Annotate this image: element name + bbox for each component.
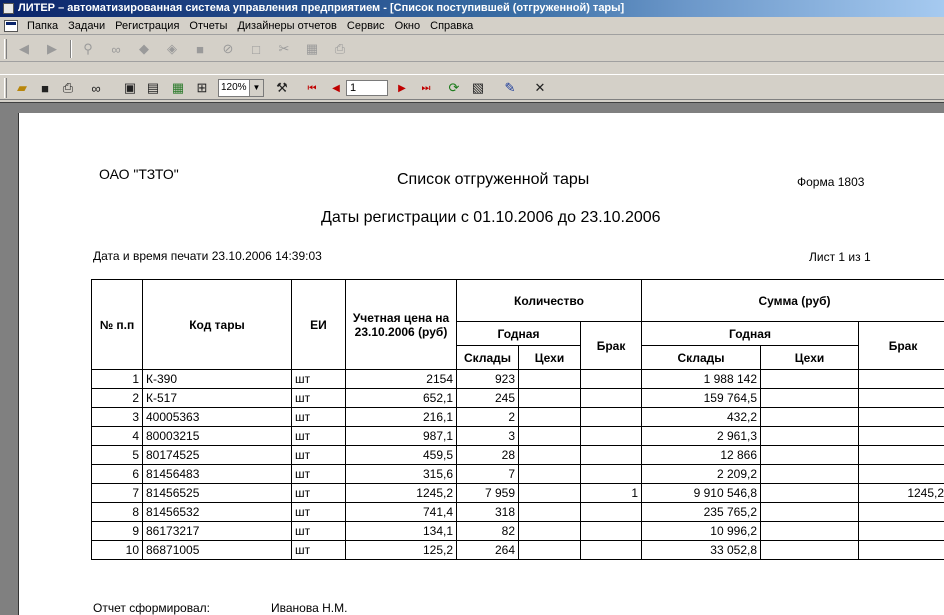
cell-price: 125,2 bbox=[346, 541, 457, 560]
col-header-sum-warehouses: Склады bbox=[642, 346, 761, 370]
cell-s-ws bbox=[761, 427, 859, 446]
cell-s-wh: 159 764,5 bbox=[642, 389, 761, 408]
col-header-code: Код тары bbox=[143, 280, 292, 370]
cell-n: 9 bbox=[92, 522, 143, 541]
cell-s-wh: 10 996,2 bbox=[642, 522, 761, 541]
cell-price: 987,1 bbox=[346, 427, 457, 446]
cell-s-ws bbox=[761, 408, 859, 427]
cell-q-ws bbox=[519, 408, 581, 427]
cell-price: 1245,2 bbox=[346, 484, 457, 503]
save-icon[interactable]: ■ bbox=[41, 80, 49, 96]
cell-price: 134,1 bbox=[346, 522, 457, 541]
cell-s-def bbox=[859, 370, 944, 389]
cell-q-wh: 923 bbox=[457, 370, 519, 389]
cell-n: 4 bbox=[92, 427, 143, 446]
export-icon[interactable]: ▧ bbox=[471, 80, 485, 95]
table-row bbox=[92, 484, 944, 503]
sheet-number: Лист 1 из 1 bbox=[809, 250, 871, 264]
cell-q-def bbox=[581, 541, 642, 560]
menu-service[interactable]: Сервис bbox=[346, 19, 385, 32]
report-viewer[interactable] bbox=[0, 102, 944, 615]
cell-q-wh: 28 bbox=[457, 446, 519, 465]
cell-q-ws bbox=[519, 427, 581, 446]
cell-code: 40005363 bbox=[143, 408, 292, 427]
cell-q-wh: 82 bbox=[457, 522, 519, 541]
single-page-icon[interactable]: ▣ bbox=[123, 80, 137, 95]
first-page-icon[interactable]: ⏮ bbox=[307, 82, 317, 94]
refresh-icon[interactable]: ⟳ bbox=[448, 80, 460, 95]
cell-price: 216,1 bbox=[346, 408, 457, 427]
cell-n: 6 bbox=[92, 465, 143, 484]
cell-code: К-517 bbox=[143, 389, 292, 408]
table-row bbox=[92, 446, 944, 465]
find-icon[interactable]: ∞ bbox=[91, 80, 101, 96]
menu-reports[interactable]: Отчеты bbox=[189, 19, 228, 32]
print-icon[interactable]: ⎙ bbox=[334, 41, 346, 56]
cell-n: 2 bbox=[92, 389, 143, 408]
cell-q-ws bbox=[519, 446, 581, 465]
cell-price: 315,6 bbox=[346, 465, 457, 484]
col-header-sum-workshops: Цехи bbox=[761, 346, 859, 370]
cancel-icon[interactable]: ⊘ bbox=[222, 41, 234, 56]
table-row bbox=[92, 370, 944, 389]
cell-s-wh: 1 988 142 bbox=[642, 370, 761, 389]
col-header-quantity-warehouses: Склады bbox=[457, 346, 519, 370]
cell-s-ws bbox=[761, 541, 859, 560]
cell-s-def bbox=[859, 465, 944, 484]
page-number-input[interactable] bbox=[346, 80, 388, 96]
cell-price: 2154 bbox=[346, 370, 457, 389]
grid-page-icon[interactable]: ▦ bbox=[171, 80, 185, 95]
table-row bbox=[92, 389, 944, 408]
cell-q-ws bbox=[519, 484, 581, 503]
cell-price: 741,4 bbox=[346, 503, 457, 522]
cell-q-ws bbox=[519, 541, 581, 560]
cell-q-wh: 7 959 bbox=[457, 484, 519, 503]
cell-code: 86871005 bbox=[143, 541, 292, 560]
col-header-price: Учетная цена на 23.10.2006 (руб) bbox=[346, 280, 457, 370]
table-row bbox=[92, 408, 944, 427]
forward-arrow-icon[interactable]: ▶ bbox=[47, 41, 57, 56]
menu-report-designers[interactable]: Дизайнеры отчетов bbox=[237, 19, 337, 32]
eraser-icon[interactable]: ◆ bbox=[139, 41, 149, 56]
cell-code: К-390 bbox=[143, 370, 292, 389]
menu-registration[interactable]: Регистрация bbox=[115, 19, 180, 32]
footer-name: Иванова Н.М. bbox=[271, 601, 348, 615]
menu-window[interactable]: Окно bbox=[394, 19, 421, 32]
cell-q-def: 1 bbox=[581, 484, 642, 503]
last-page-icon[interactable]: ⏭ bbox=[421, 82, 431, 94]
edit-icon[interactable]: ✎ bbox=[504, 80, 516, 95]
cell-s-def bbox=[859, 427, 944, 446]
col-header-quantity-good: Годная bbox=[457, 322, 581, 346]
cell-q-wh: 3 bbox=[457, 427, 519, 446]
app-icon bbox=[3, 3, 14, 14]
back-arrow-icon[interactable]: ◀ bbox=[19, 41, 29, 56]
col-header-sum: Сумма (руб) bbox=[642, 280, 944, 322]
cell-s-wh: 33 052,8 bbox=[642, 541, 761, 560]
cell-unit: шт bbox=[292, 484, 346, 503]
menu-tasks[interactable]: Задачи bbox=[68, 19, 106, 32]
menu-bar bbox=[0, 17, 944, 35]
cell-unit: шт bbox=[292, 389, 346, 408]
cell-q-def bbox=[581, 446, 642, 465]
cell-code: 80174525 bbox=[143, 446, 292, 465]
cell-unit: шт bbox=[292, 541, 346, 560]
cell-q-wh: 245 bbox=[457, 389, 519, 408]
new-document-icon[interactable]: □ bbox=[252, 41, 260, 57]
cell-unit: шт bbox=[292, 370, 346, 389]
table-row bbox=[92, 503, 944, 522]
main-toolbar bbox=[0, 36, 944, 62]
cell-n: 10 bbox=[92, 541, 143, 560]
settings-tools-icon[interactable]: ⚒ bbox=[276, 80, 288, 95]
date-range: Даты регистрации с 01.10.2006 до 23.10.2006 bbox=[321, 209, 661, 226]
report-table bbox=[91, 279, 944, 560]
next-page-icon[interactable]: ▶ bbox=[398, 82, 406, 94]
table-row bbox=[92, 427, 944, 446]
cell-unit: шт bbox=[292, 427, 346, 446]
cell-q-def bbox=[581, 465, 642, 484]
cell-q-def bbox=[581, 427, 642, 446]
cell-q-def bbox=[581, 503, 642, 522]
cell-price: 652,1 bbox=[346, 389, 457, 408]
cell-unit: шт bbox=[292, 465, 346, 484]
company-name: ОАО "ТЗТО" bbox=[99, 166, 179, 182]
zoom-select[interactable] bbox=[218, 79, 264, 97]
cell-s-wh: 2 961,3 bbox=[642, 427, 761, 446]
zoom-value: 120% bbox=[221, 82, 247, 93]
cell-s-def bbox=[859, 446, 944, 465]
close-icon[interactable]: ✕ bbox=[534, 80, 546, 95]
col-header-quantity-workshops: Цехи bbox=[519, 346, 581, 370]
footer-label: Отчет сформировал: bbox=[93, 601, 210, 615]
open-folder-icon[interactable]: ▰ bbox=[17, 80, 27, 95]
document-system-icon[interactable] bbox=[4, 20, 18, 32]
cell-unit: шт bbox=[292, 503, 346, 522]
cell-q-def bbox=[581, 389, 642, 408]
cell-s-ws bbox=[761, 370, 859, 389]
table-row bbox=[92, 465, 944, 484]
cut-icon[interactable]: ✂ bbox=[278, 41, 290, 56]
cell-s-ws bbox=[761, 389, 859, 408]
cell-q-wh: 7 bbox=[457, 465, 519, 484]
cell-s-ws bbox=[761, 446, 859, 465]
print-datetime: Дата и время печати 23.10.2006 14:39:03 bbox=[93, 249, 322, 263]
menu-help[interactable]: Справка bbox=[430, 19, 474, 32]
report-page bbox=[18, 113, 944, 615]
cell-n: 3 bbox=[92, 408, 143, 427]
cell-s-wh: 432,2 bbox=[642, 408, 761, 427]
two-page-icon[interactable]: ▤ bbox=[146, 80, 160, 95]
col-header-unit: ЕИ bbox=[292, 280, 346, 370]
cell-code: 86173217 bbox=[143, 522, 292, 541]
col-header-quantity: Количество bbox=[457, 280, 642, 322]
col-header-num: № п.п bbox=[92, 280, 143, 370]
cell-q-ws bbox=[519, 370, 581, 389]
binoculars-icon[interactable]: ∞ bbox=[111, 41, 121, 57]
window-title: ЛИТЕР – автоматизированная система управления предприятием - [Список поступившей (отгруженной) тары] bbox=[18, 2, 625, 14]
col-header-sum-defect: Брак bbox=[859, 322, 944, 370]
cell-s-def bbox=[859, 503, 944, 522]
cell-s-def bbox=[859, 522, 944, 541]
cell-q-wh: 264 bbox=[457, 541, 519, 560]
cell-s-wh: 235 765,2 bbox=[642, 503, 761, 522]
prev-page-icon[interactable]: ◀ bbox=[332, 82, 340, 94]
toolbar-grip[interactable] bbox=[4, 39, 7, 59]
cell-q-ws bbox=[519, 522, 581, 541]
table-icon[interactable]: ▦ bbox=[305, 41, 319, 56]
cell-q-def bbox=[581, 370, 642, 389]
cell-q-def bbox=[581, 408, 642, 427]
cell-q-def bbox=[581, 522, 642, 541]
table-row bbox=[92, 522, 944, 541]
cell-n: 1 bbox=[92, 370, 143, 389]
cell-price: 459,5 bbox=[346, 446, 457, 465]
save-icon[interactable]: ■ bbox=[196, 41, 204, 57]
cell-s-def bbox=[859, 389, 944, 408]
menu-folder[interactable]: Папка bbox=[27, 19, 59, 32]
cell-code: 81456532 bbox=[143, 503, 292, 522]
cell-unit: шт bbox=[292, 522, 346, 541]
form-number: Форма 1803 bbox=[797, 175, 865, 189]
print-icon[interactable]: ⎙ bbox=[62, 80, 74, 95]
tag-icon[interactable]: ◈ bbox=[167, 41, 177, 56]
cell-s-wh: 9 910 546,8 bbox=[642, 484, 761, 503]
table-row bbox=[92, 541, 944, 560]
cell-q-ws bbox=[519, 503, 581, 522]
cell-n: 7 bbox=[92, 484, 143, 503]
report-title: Список отгруженной тары bbox=[397, 171, 590, 188]
filter-icon[interactable]: ⚲ bbox=[83, 41, 93, 56]
cell-s-wh: 12 866 bbox=[642, 446, 761, 465]
cell-q-ws bbox=[519, 465, 581, 484]
cell-s-def: 1245,2 bbox=[859, 484, 944, 503]
cell-s-wh: 2 209,2 bbox=[642, 465, 761, 484]
cell-n: 5 bbox=[92, 446, 143, 465]
title-bar bbox=[0, 0, 944, 17]
cell-s-ws bbox=[761, 465, 859, 484]
cell-q-ws bbox=[519, 389, 581, 408]
col-header-quantity-defect: Брак bbox=[581, 322, 642, 370]
cell-q-wh: 318 bbox=[457, 503, 519, 522]
toolbar-grip[interactable] bbox=[4, 78, 7, 98]
cell-s-ws bbox=[761, 522, 859, 541]
cell-unit: шт bbox=[292, 408, 346, 427]
cell-code: 81456483 bbox=[143, 465, 292, 484]
col-header-sum-good: Годная bbox=[642, 322, 859, 346]
cell-s-ws bbox=[761, 503, 859, 522]
cell-s-ws bbox=[761, 484, 859, 503]
cell-unit: шт bbox=[292, 446, 346, 465]
report-toolbar bbox=[0, 74, 944, 100]
cell-n: 8 bbox=[92, 503, 143, 522]
cell-code: 80003215 bbox=[143, 427, 292, 446]
chevron-down-icon[interactable]: ▼ bbox=[249, 80, 263, 96]
cell-q-wh: 2 bbox=[457, 408, 519, 427]
four-page-icon[interactable]: ⊞ bbox=[196, 80, 208, 95]
cell-s-def bbox=[859, 541, 944, 560]
toolbar-separator bbox=[70, 40, 72, 58]
cell-s-def bbox=[859, 408, 944, 427]
cell-code: 81456525 bbox=[143, 484, 292, 503]
page-number-value: 1 bbox=[350, 82, 357, 94]
